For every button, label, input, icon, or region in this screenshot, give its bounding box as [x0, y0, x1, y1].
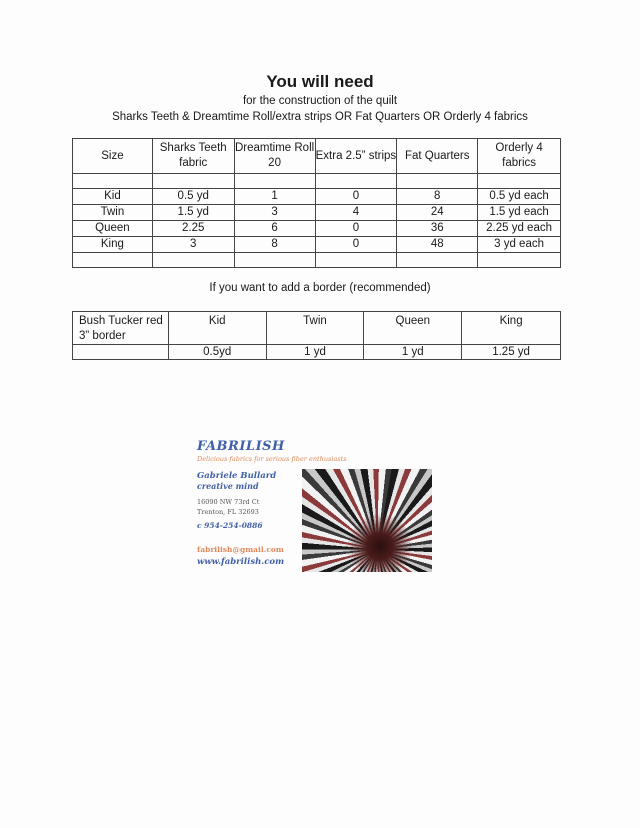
header-cell: Size	[73, 139, 153, 174]
table-cell: 1	[234, 189, 315, 205]
table-cell	[73, 345, 169, 360]
table-cell: 0.5yd	[168, 345, 266, 360]
header-cell: Orderly 4 fabrics	[478, 139, 561, 174]
table-cell: 6	[234, 221, 315, 237]
table-cell: 0.5 yd	[152, 189, 234, 205]
table-cell: 24	[397, 205, 478, 221]
requirements-table	[72, 138, 561, 268]
table-cell: 3 yd each	[478, 237, 561, 253]
table-row-blank	[73, 174, 561, 189]
table-cell: King	[73, 237, 153, 253]
table-row	[73, 189, 561, 205]
table-cell: Queen	[73, 221, 153, 237]
table-cell: 1 yd	[266, 345, 364, 360]
table-cell: 0	[315, 221, 397, 237]
tagline: Delicious fabrics for serious fiber enthusiasts	[197, 455, 347, 463]
table-cell: 1.25 yd	[462, 345, 561, 360]
table-row	[73, 205, 561, 221]
header-cell: Extra 2.5” strips	[315, 139, 397, 174]
table-cell: 0.5 yd each	[478, 189, 561, 205]
header-cell: Fat Quarters	[397, 139, 478, 174]
table-row	[73, 345, 561, 360]
contact-role: creative mind	[197, 481, 259, 491]
table-cell: 1.5 yd	[152, 205, 234, 221]
header-cell: Sharks Teeth fabric	[152, 139, 234, 174]
table-cell: 36	[397, 221, 478, 237]
table-cell: Twin	[73, 205, 153, 221]
address-line-1: 16090 NW 73rd Ct	[197, 498, 260, 506]
table-header-row	[73, 312, 561, 345]
fabric-image	[302, 469, 432, 572]
table-cell: 8	[397, 189, 478, 205]
border-table	[72, 311, 561, 360]
page-title: You will need	[266, 72, 374, 91]
table-cell: 1 yd	[364, 345, 462, 360]
phone-number: c 954-254-0886	[197, 521, 263, 530]
table-cell: 3	[234, 205, 315, 221]
email-address: fabrilish@gmail.com	[197, 545, 284, 554]
website-link: www.fabrilish.com	[197, 557, 285, 567]
table-cell: 0	[315, 237, 397, 253]
table-cell: 3	[152, 237, 234, 253]
table-cell: 0	[315, 189, 397, 205]
table-cell: Kid	[73, 189, 153, 205]
table-cell: 4	[315, 205, 397, 221]
fabrilish-logo: FABRILISH	[197, 439, 285, 454]
table-row	[73, 221, 561, 237]
header-cell: Bush Tucker red 3” border	[73, 312, 169, 345]
table-cell: 48	[397, 237, 478, 253]
contact-name: Gabriele Bullard	[197, 471, 277, 481]
table-cell: 8	[234, 237, 315, 253]
table-row	[73, 237, 561, 253]
header-cell: Kid	[168, 312, 266, 345]
border-section-title: If you want to add a border (recommended)	[209, 282, 431, 294]
table-cell: 1.5 yd each	[478, 205, 561, 221]
subtitle-fabrics: Sharks Teeth & Dreamtime Roll/extra strips OR Fat Quarters OR Orderly 4 fabrics	[112, 111, 528, 123]
table-cell: 2.25	[152, 221, 234, 237]
header-cell: Queen	[364, 312, 462, 345]
subtitle-construction: for the construction of the quilt	[242, 95, 398, 107]
header-cell: Dreamtime Roll 20	[234, 139, 315, 174]
header-cell: Twin	[266, 312, 364, 345]
table-row-blank	[73, 253, 561, 268]
address-line-2: Trenton, FL 32693	[197, 508, 259, 516]
table-header-row	[73, 139, 561, 174]
header-cell: King	[462, 312, 561, 345]
table-cell: 2.25 yd each	[478, 221, 561, 237]
business-card	[190, 435, 440, 580]
